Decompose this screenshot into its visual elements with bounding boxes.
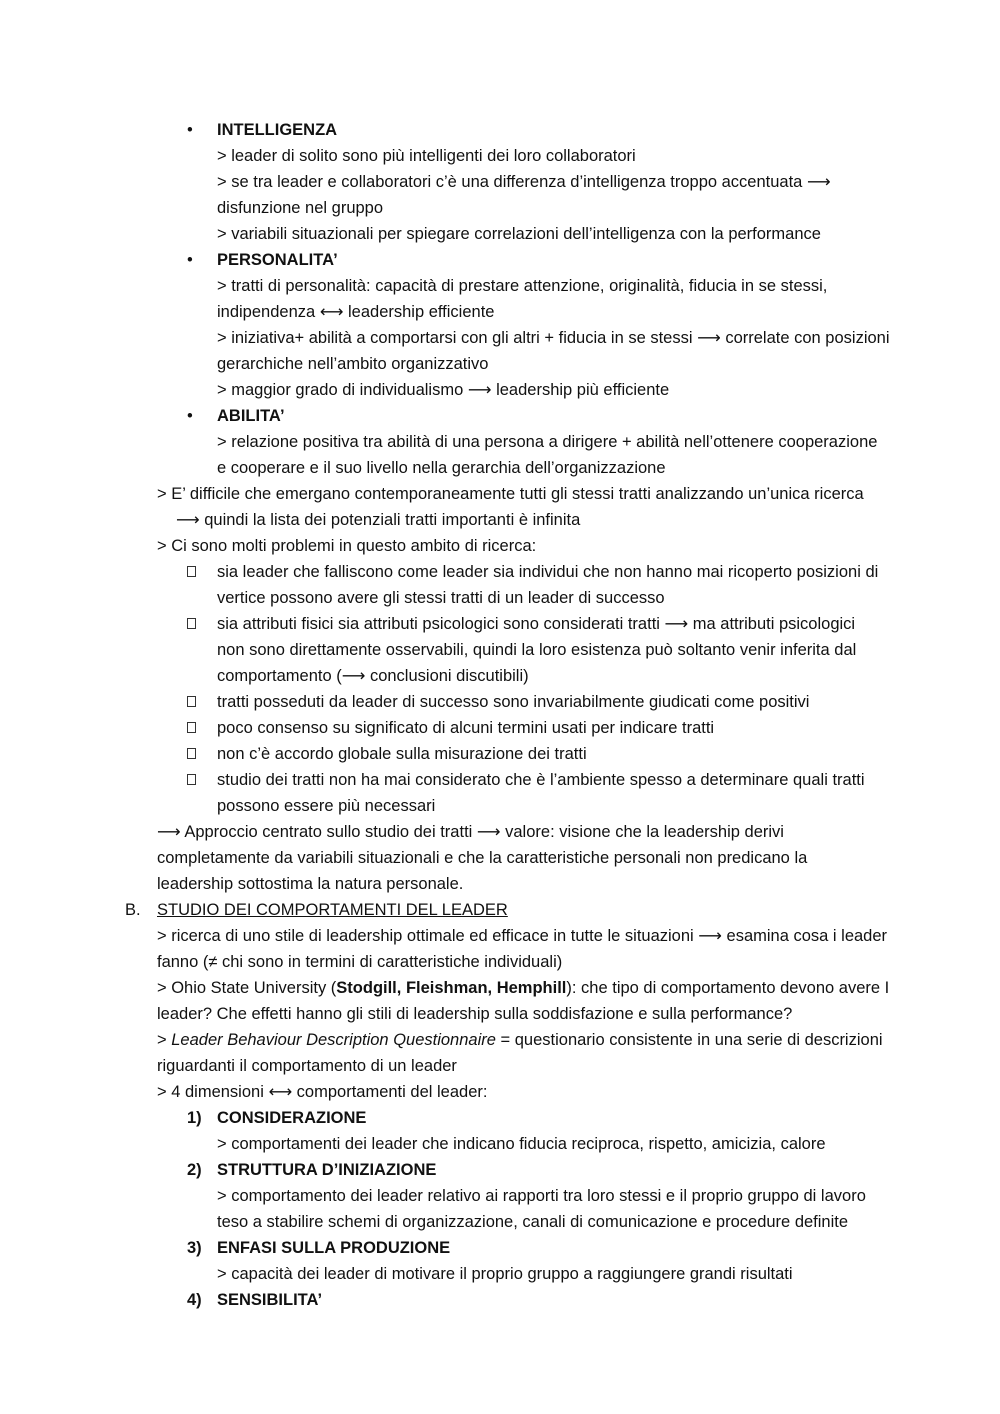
text-line: > 4 dimensioni ⟷ comportamenti del leader:	[157, 1083, 488, 1101]
text-line: riguardanti il comportamento di un leader	[157, 1057, 457, 1075]
text-line: leader? Che effetti hanno gli stili di leadership sulla soddisfazione e sulla performance?	[157, 1005, 793, 1023]
text-span: = questionario consistente in una serie di descrizioni	[495, 1031, 883, 1049]
text-line: > variabili situazionali per spiegare correlazioni dell’intelligenza con la performance	[217, 225, 821, 243]
bullet: •	[187, 121, 193, 139]
list-number: 1)	[187, 1109, 202, 1127]
checkbox-glyph-icon	[187, 566, 196, 577]
list-item: vertice possono avere gli stessi tratti di un leader di successo	[217, 589, 665, 607]
text-line: > leader di solito sono più intelligenti dei loro collaboratori	[217, 147, 636, 165]
checkbox-glyph-icon	[187, 774, 196, 785]
text-span: >	[157, 1031, 172, 1049]
text-line: e cooperare e il suo livello nella gerarchia dell’organizzazione	[217, 459, 666, 477]
list-number: 4)	[187, 1291, 202, 1309]
text-span: ): che tipo di comportamento devono avere I	[566, 979, 890, 997]
dimension-title: CONSIDERAZIONE	[217, 1109, 367, 1127]
list-number: 3)	[187, 1239, 202, 1257]
list-item: non sono direttamente osservabili, quindi la loro esistenza può soltanto venir inferita dal	[217, 641, 857, 659]
text-line: > ricerca di uno stile di leadership ottimale ed efficace in tutte le situazioni ⟶ esamina cosa i leader	[157, 927, 888, 945]
list-item: non c’è accordo globale sulla misurazione dei tratti	[217, 745, 587, 763]
text-line: gerarchiche nell’ambito organizzativo	[217, 355, 489, 373]
text-line: > se tra leader e collaboratori c’è una differenza d’intelligenza troppo accentuata ⟶	[217, 173, 831, 191]
text-line: leadership sottostima la natura personale.	[157, 875, 464, 893]
text-line: completamente da variabili situazionali e che la caratteristiche personali non predicano la	[157, 849, 808, 867]
heading-intelligenza: INTELLIGENZA	[217, 121, 338, 139]
list-item: comportamento (⟶ conclusioni discutibili)	[217, 667, 529, 685]
list-item: sia attributi fisici sia attributi psicologici sono considerati tratti ⟶ ma attributi psicologici	[217, 615, 856, 633]
text-line: > tratti di personalità: capacità di prestare attenzione, originalità, fiducia in se stessi,	[217, 277, 828, 295]
questionnaire-name: Leader Behaviour Description Questionnaire	[171, 1031, 496, 1049]
list-item: sia leader che falliscono come leader sia individui che non hanno mai ricoperto posizioni di	[217, 563, 879, 581]
text-line: > comportamento dei leader relativo ai rapporti tra loro stessi e il proprio gruppo di lavoro	[217, 1187, 866, 1205]
text-line-lbdq	[157, 1027, 883, 1053]
list-item: studio dei tratti non ha mai considerato che è l’ambiente spesso a determinare quali tratti	[217, 771, 865, 789]
list-item: tratti posseduti da leader di successo sono invariabilmente giudicati come positivi	[217, 693, 810, 711]
text-line: indipendenza ⟷ leadership efficiente	[217, 303, 495, 321]
list-number: 2)	[187, 1161, 202, 1179]
text-line: ⟶ quindi la lista dei potenziali tratti importanti è infinita	[176, 511, 581, 529]
text-line: ⟶ Approccio centrato sullo studio dei tratti ⟶ valore: visione che la leadership derivi	[157, 823, 784, 841]
checkbox-glyph-icon	[187, 748, 196, 759]
text-line: > comportamenti dei leader che indicano fiducia reciproca, rispetto, amicizia, calore	[217, 1135, 826, 1153]
section-title: STUDIO DEI COMPORTAMENTI DEL LEADER	[157, 901, 508, 919]
text-line: fanno (≠ chi sono in termini di caratteristiche individuali)	[157, 953, 563, 971]
heading-personalita: PERSONALITA’	[217, 251, 338, 269]
text-line: > Ci sono molti problemi in questo ambito di ricerca:	[157, 537, 537, 555]
checkbox-glyph-icon	[187, 618, 196, 629]
section-letter: B.	[125, 901, 141, 919]
dimension-title: SENSIBILITA’	[217, 1291, 323, 1309]
text-line: disfunzione nel gruppo	[217, 199, 384, 217]
bullet: •	[187, 251, 193, 269]
checkbox-glyph-icon	[187, 696, 196, 707]
list-item: possono essere più necessari	[217, 797, 436, 815]
text-line-ohio	[157, 975, 889, 1001]
text-line: teso a stabilire schemi di organizzazione, canali di comunicazione e procedure definite	[217, 1213, 849, 1231]
text-line: > capacità dei leader di motivare il proprio gruppo a raggiungere grandi risultati	[217, 1265, 793, 1283]
text-span: > Ohio State University (	[157, 979, 337, 997]
list-item: poco consenso su significato di alcuni termini usati per indicare tratti	[217, 719, 715, 737]
text-line: > E’ difficile che emergano contemporaneamente tutti gli stessi tratti analizzando un’unica ricerca	[157, 485, 864, 503]
dimension-title: ENFASI SULLA PRODUZIONE	[217, 1239, 451, 1257]
dimension-title: STRUTTURA D’INIZIAZIONE	[217, 1161, 437, 1179]
bullet: •	[187, 407, 193, 425]
text-line: > maggior grado di individualismo ⟶ leadership più efficiente	[217, 381, 670, 399]
author-names: Stodgill, Fleishman, Hemphill	[336, 979, 567, 997]
heading-abilita: ABILITA’	[217, 407, 285, 425]
text-line: > relazione positiva tra abilità di una persona a dirigere + abilità nell’ottenere cooperazione	[217, 433, 878, 451]
checkbox-glyph-icon	[187, 722, 196, 733]
text-line: > iniziativa+ abilità a comportarsi con gli altri + fiducia in se stessi ⟶ correlate con posizioni	[217, 329, 890, 347]
